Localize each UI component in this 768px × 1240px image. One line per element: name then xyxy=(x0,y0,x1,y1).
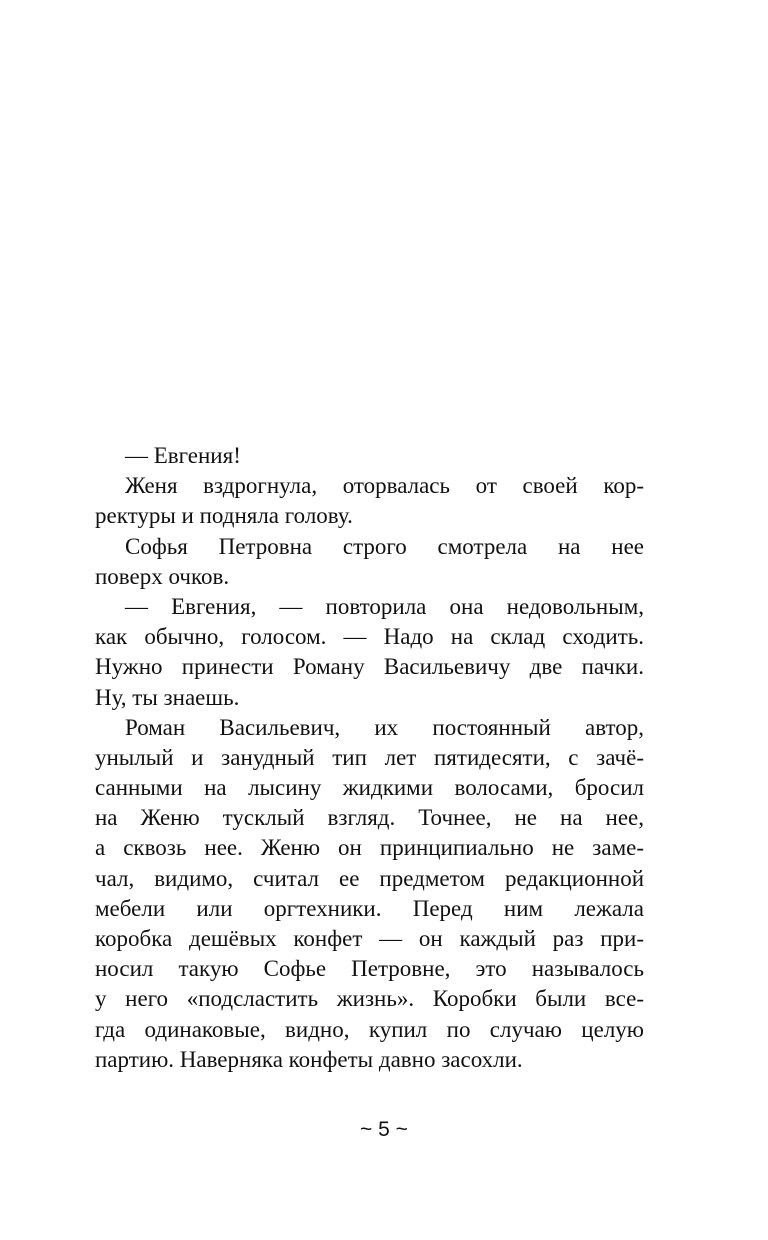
paragraph-line: мебели или оргтехники. Перед ним лежала xyxy=(95,895,644,921)
paragraph-line: Нужно принести Роману Васильевичу две пачки. xyxy=(95,654,644,680)
paragraph-line: Женя вздрогнула, оторвалась от своей кор- xyxy=(125,473,644,499)
paragraph-line: унылый и занудный тип лет пятидесяти, с зачё- xyxy=(95,744,644,770)
paragraph-line: на Женю тусклый взгляд. Точнее, не на нее, xyxy=(95,805,644,831)
paragraph-line: гда одинаковые, видно, купил по случаю целую xyxy=(95,1016,644,1042)
paragraph-line: поверх очков. xyxy=(95,563,230,589)
paragraph-line: а сквозь нее. Женю он принципиально не заме- xyxy=(95,835,644,861)
paragraph-line: носил такую Софье Петровне, это называлось xyxy=(95,956,644,982)
paragraph-line: партию. Наверняка конфеты давно засохли. xyxy=(95,1046,523,1072)
paragraph-line: ректуры и подняла голову. xyxy=(95,503,353,529)
paragraph-line: санными на лысину жидкими волосами, бросил xyxy=(95,775,644,801)
paragraph-line: — Евгения, — повторила она недовольным, xyxy=(125,593,644,619)
page-number: ~ 5 ~ xyxy=(360,1118,408,1141)
paragraph-line: у него «подсластить жизнь». Коробки были все- xyxy=(95,986,644,1012)
paragraph-line: коробка дешёвых конфет — он каждый раз при- xyxy=(95,926,644,951)
body-text xyxy=(95,441,644,1075)
paragraph-line: Софья Петровна строго смотрела на нее xyxy=(125,533,644,559)
paragraph-line: Роман Васильевич, их постоянный автор, xyxy=(125,714,644,740)
paragraph-line: чал, видимо, считал ее предметом редакционной xyxy=(95,865,644,891)
paragraph-line: Ну, ты знаешь. xyxy=(95,684,240,710)
paragraph-line: как обычно, голосом. — Надо на склад сходить. xyxy=(95,624,644,650)
paragraph-line: — Евгения! xyxy=(125,443,241,468)
